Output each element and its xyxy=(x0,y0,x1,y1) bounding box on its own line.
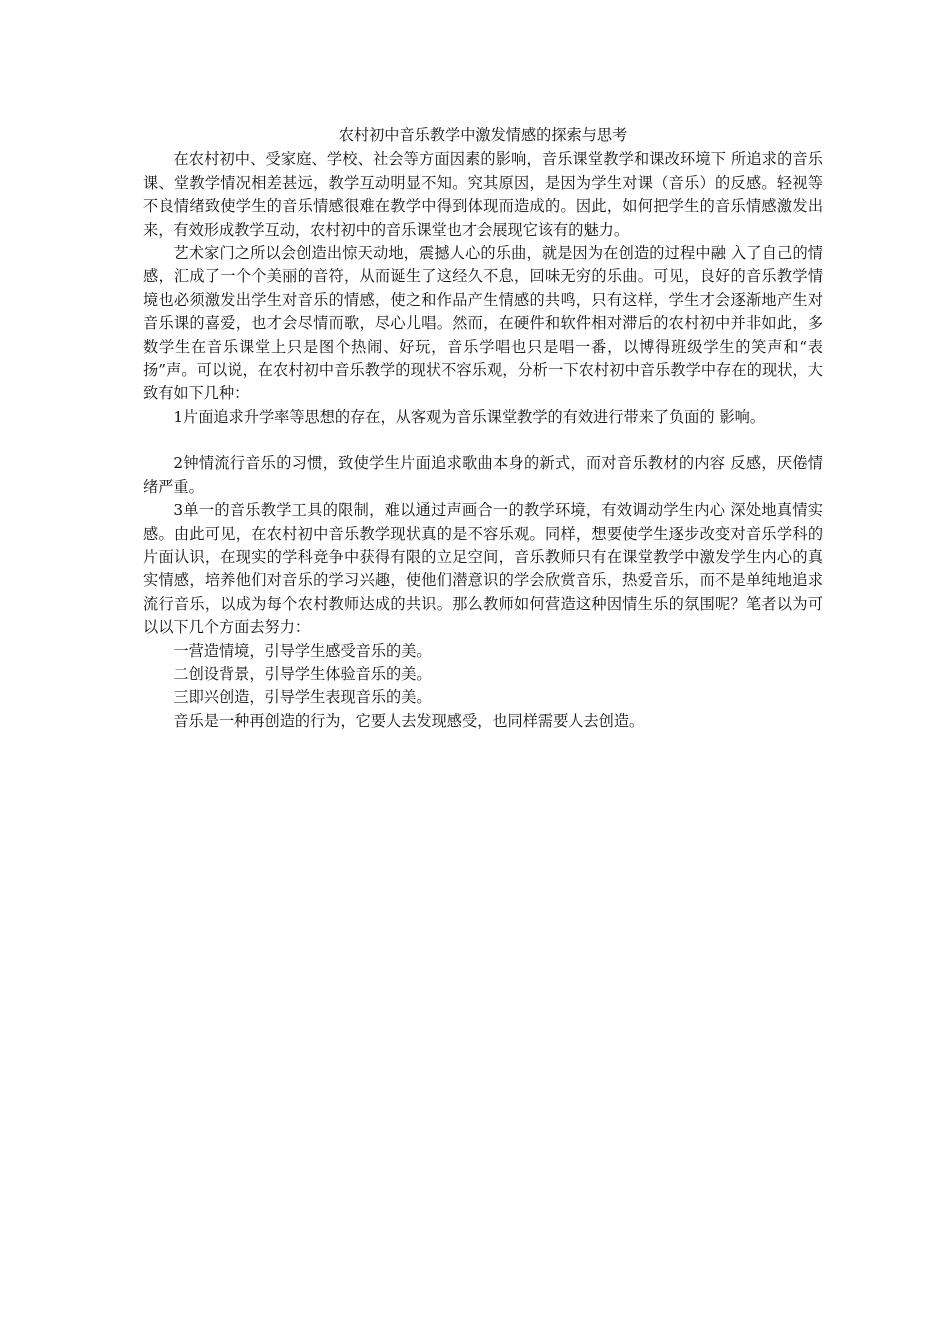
paragraph-point-1: 1片面追求升学率等思想的存在，从客观为音乐课堂教学的有效进行带来了负面的 影响。 xyxy=(173,407,766,426)
paragraph-point-3: 3单一的音乐教学工具的限制，难以通过声画合一的教学环境，有效调动学生内心 深处地真情实感。由此可见，在农村初中音乐教学现状真的是不容乐观。同样，想要使学生逐步改变对音乐学科的片面认识，在现实的学科竞争中获得有限的立足空间，音乐教师只有在课堂教学中激发学生内心的真实情感，培养他们对音乐的学习兴趣，使他们潜意识的学会欣赏音乐，热爱音乐，而不是单纯地追求流行音乐，以成为每个农村教师达成的共识。那么教师如何营造这种因情生乐的氛围呢？笔者以为可以以下几个方面去努力： xyxy=(143,501,823,637)
paragraph-method-3: 三即兴创造，引导学生表现音乐的美。 xyxy=(173,688,432,707)
paragraph-method-1: 一营造情境，引导学生感受音乐的美。 xyxy=(173,641,432,660)
paragraph-artists: 艺术家门之所以会创造出惊天动地，震撼人心的乐曲，就是因为在创造的过程中融 入了自己的情感，汇成了一个个美丽的音符，从而诞生了这经久不息，回味无穷的乐曲。可见，良好的音乐教学情境也必须激发出学生对音乐的情感，使之和作品产生情感的共鸣，只有这样，学生才会逐渐地产生对音乐课的喜爱，也才会尽情而歌，尽心儿唱。然而，在硬件和软件相对滞后的农村初中并非如此，多数学生在音乐课堂上只是图个热闹、好玩，音乐学唱也只是唱一番，以博得班级学生的笑声和“表扬”声。可以说，在农村初中音乐教学的现状不容乐观，分析一下农村初中音乐教学中存在的现状，大致有如下几种： xyxy=(143,244,823,403)
paragraph-intro: 在农村初中、受家庭、学校、社会等方面因素的影响，音乐课堂教学和课改环境下 所追求的音乐课、堂教学情况相差甚远，教学互动明显不知。究其原因，是因为学生对课（音乐）的反感。轻视等不良情绪致使学生的音乐情感很难在教学中得到体现而造成的。因此，如何把学生的音乐情感激发出来，有效形成教学互动，农村初中的音乐课堂也才会展现它该有的魅力。 xyxy=(143,150,823,239)
paragraph-point-2: 2钟情流行音乐的习惯，致使学生片面追求歌曲本身的新式，而对音乐教材的内容 反感，厌倦情绪严重。 xyxy=(143,454,823,496)
paragraph-conclusion: 音乐是一种再创造的行为，它要人去发现感受，也同样需要人去创造。 xyxy=(173,711,645,730)
paragraph-method-2: 二创设背景，引导学生体验音乐的美。 xyxy=(173,664,432,683)
document-body xyxy=(143,124,823,733)
document-title: 农村初中音乐教学中激发情感的探索与思考 xyxy=(338,126,628,144)
